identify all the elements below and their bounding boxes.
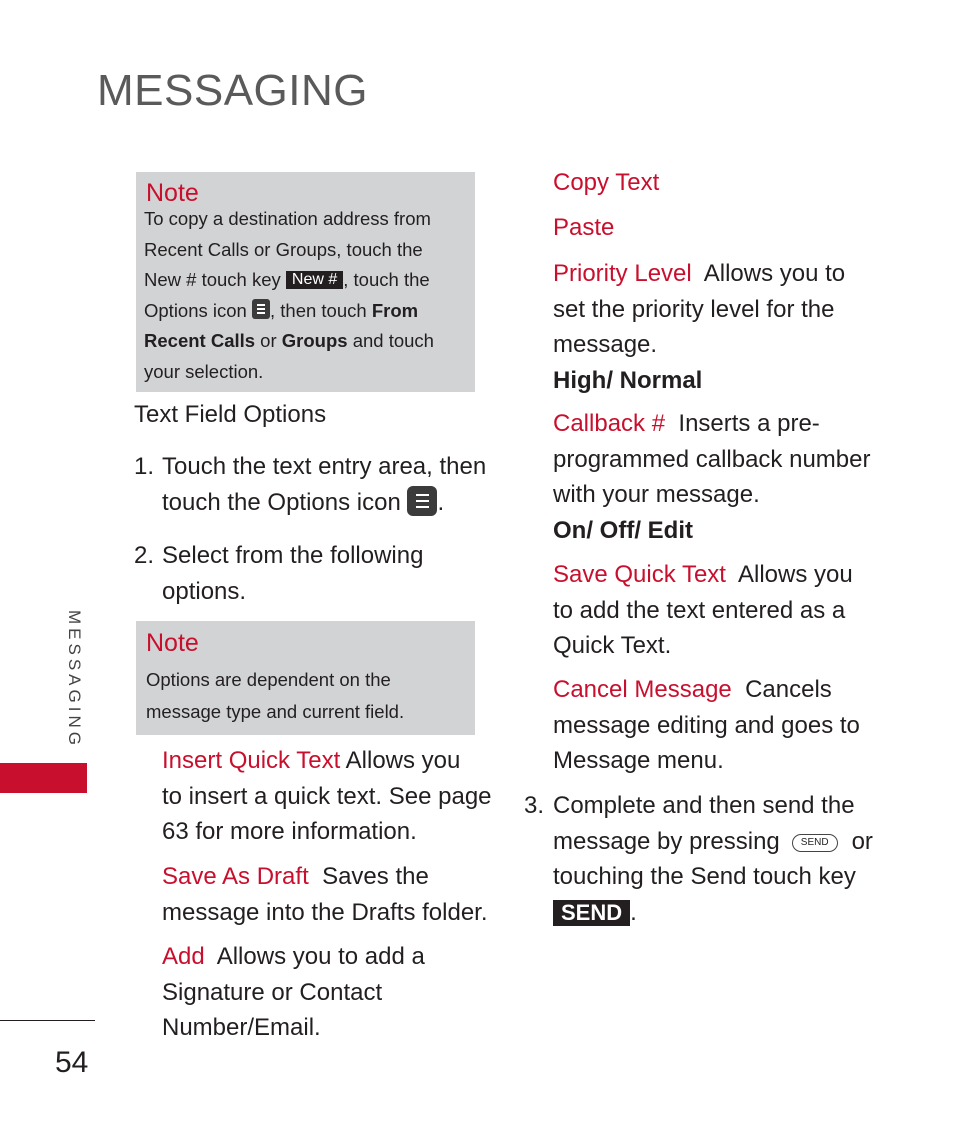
step-2-number: 2. bbox=[134, 542, 155, 569]
option-values: On/ Off/ Edit bbox=[553, 516, 693, 544]
option-add: Add Allows you to add a Signature or Contact Number/Email. bbox=[162, 943, 425, 1041]
note-box-options bbox=[136, 621, 475, 735]
page-number: 54 bbox=[55, 1046, 89, 1079]
option-cancel-message: Cancel Message Cancels message editing and goes to Message menu. bbox=[553, 676, 860, 774]
option-paste: Paste bbox=[553, 214, 615, 241]
option-values: High/ Normal bbox=[553, 366, 703, 394]
note-body: To copy a destination address from Recent Calls or Groups, touch the New # touch key New # , touch the Options icon , then touch From Recent Calls or Groups and touch your selection. bbox=[144, 208, 434, 382]
send-hardkey-icon: SEND bbox=[792, 834, 838, 852]
note-box-copy-address bbox=[136, 172, 475, 392]
new-number-key: New # bbox=[286, 271, 343, 289]
section-tab-marker bbox=[0, 763, 87, 793]
step-3-text: Complete and then send the message by pressing SEND or touching the Send touch key SEND . bbox=[553, 792, 873, 926]
section-side-label: MESSAGING bbox=[65, 610, 84, 749]
section-heading: Text Field Options bbox=[134, 401, 327, 428]
options-icon bbox=[252, 299, 270, 319]
note-body: Options are dependent on the message type and current field. bbox=[146, 669, 405, 722]
option-save-as-draft: Save As Draft Saves the message into the Drafts folder. bbox=[162, 863, 488, 926]
note-heading: Note bbox=[146, 179, 199, 207]
step-1-number: 1. bbox=[134, 453, 155, 480]
option-copy-text: Copy Text bbox=[553, 169, 660, 196]
option-save-quick-text: Save Quick Text Allows you to add the text entered as a Quick Text. bbox=[553, 561, 853, 659]
note-heading: Note bbox=[146, 629, 199, 657]
option-insert-quick-text: Insert Quick Text Allows you to insert a quick text. See page 63 for more information. bbox=[162, 747, 492, 845]
option-callback: Callback # Inserts a pre- programmed callback number with your message. On/ Off/ Edit bbox=[553, 406, 873, 548]
options-icon bbox=[407, 486, 437, 516]
page-title: MESSAGING bbox=[97, 66, 368, 115]
send-touch-key: SEND bbox=[553, 900, 630, 926]
step-1-text: Touch the text entry area, then touch the Options icon . bbox=[162, 453, 487, 516]
option-priority-level: Priority Level Allows you to set the priority level for the message. High/ Normal bbox=[553, 256, 873, 398]
step-3-number: 3. bbox=[524, 792, 545, 819]
step-2-text: Select from the following options. bbox=[162, 542, 424, 605]
footer-divider bbox=[0, 1020, 95, 1021]
